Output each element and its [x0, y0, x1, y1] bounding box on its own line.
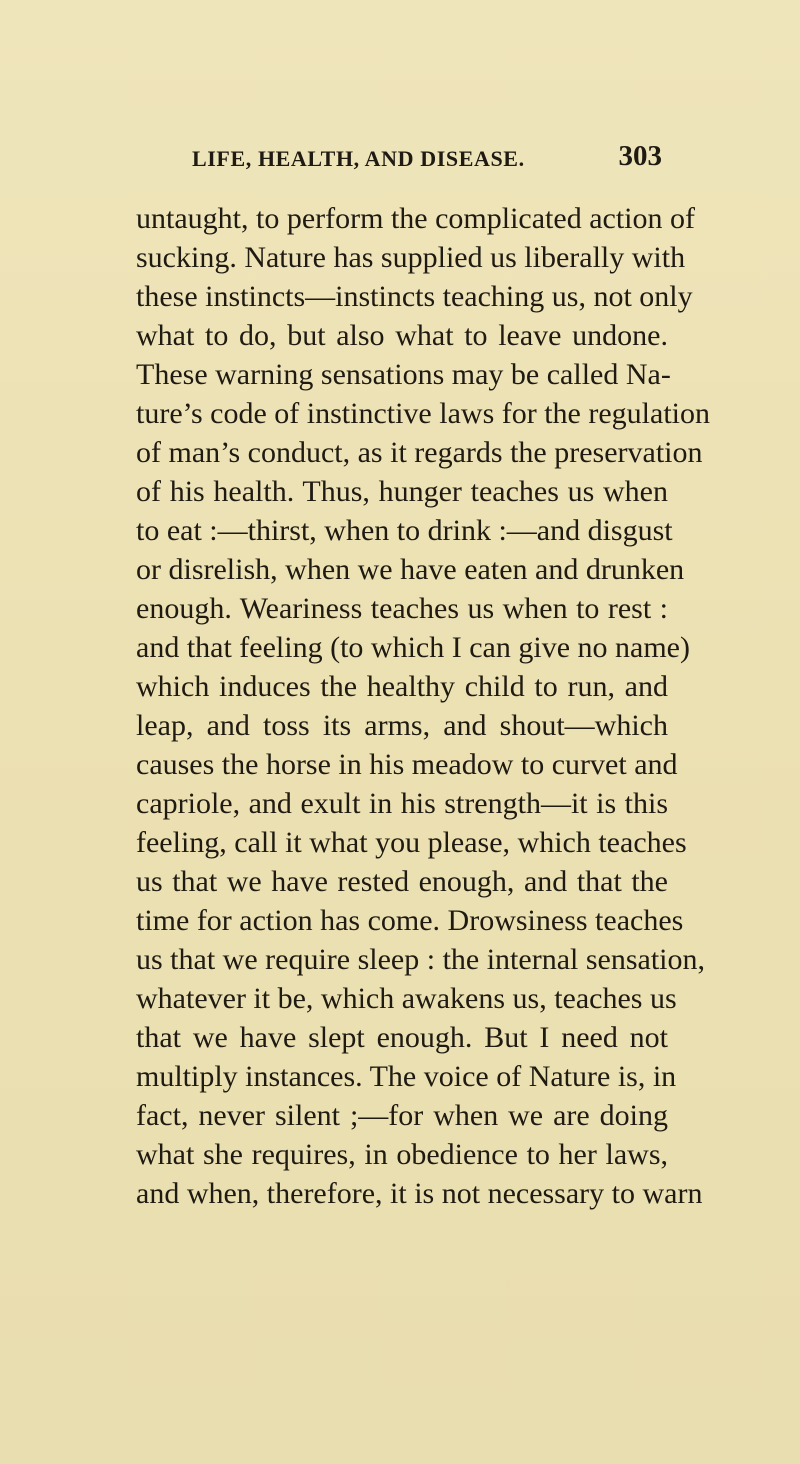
text-line: sucking. Nature has supplied us liberally with [136, 241, 686, 274]
text-line: what she requires, in obedience to her laws, [136, 1138, 668, 1171]
text-line: ture’s code of instinctive laws for the regulation [136, 397, 710, 430]
text-line: and when, therefore, it is not necessary to warn [136, 1177, 703, 1210]
text-line: capriole, and exult in his strength—it is this [136, 787, 668, 820]
text-line: us that we require sleep : the internal sensation, [136, 943, 705, 976]
text-line: and that feeling (to which I can give no name) [136, 631, 690, 664]
text-line: what to do, but also what to leave undone. [136, 319, 668, 352]
text-line: which induces the healthy child to run, and [136, 670, 668, 703]
text-line: of man’s conduct, as it regards the preservation [136, 436, 703, 469]
running-head: LIFE, HEALTH, AND DISEASE. [192, 146, 525, 171]
text-line: enough. Weariness teaches us when to rest : [136, 592, 668, 625]
text-line: these instincts—instincts teaching us, not only [136, 280, 693, 313]
text-line: to eat :—thirst, when to drink :—and disgust [136, 514, 673, 547]
text-line: untaught, to perform the complicated action of [136, 202, 695, 235]
body-text [136, 199, 710, 1213]
text-line: of his health. Thus, hunger teaches us when [136, 475, 668, 508]
text-line: or disrelish, when we have eaten and drunken [136, 553, 685, 586]
page-number: 303 [618, 140, 662, 172]
text-line: leap, and toss its arms, and shout—which [136, 709, 668, 742]
text-line: time for action has come. Drowsiness teaches [136, 904, 684, 937]
text-line: fact, never silent ;—for when we are doing [136, 1099, 668, 1132]
text-line: These warning sensations may be called Na- [136, 358, 671, 391]
text-line: multiply instances. The voice of Nature is, in [136, 1060, 677, 1093]
page-header [192, 140, 662, 182]
text-line: us that we have rested enough, and that the [136, 865, 668, 898]
text-line: causes the horse in his meadow to curvet and [136, 748, 678, 781]
text-line: whatever it be, which awakens us, teaches us [136, 982, 677, 1015]
text-line: feeling, call it what you please, which teaches [136, 826, 687, 859]
text-line: that we have slept enough. But I need not [136, 1021, 668, 1054]
